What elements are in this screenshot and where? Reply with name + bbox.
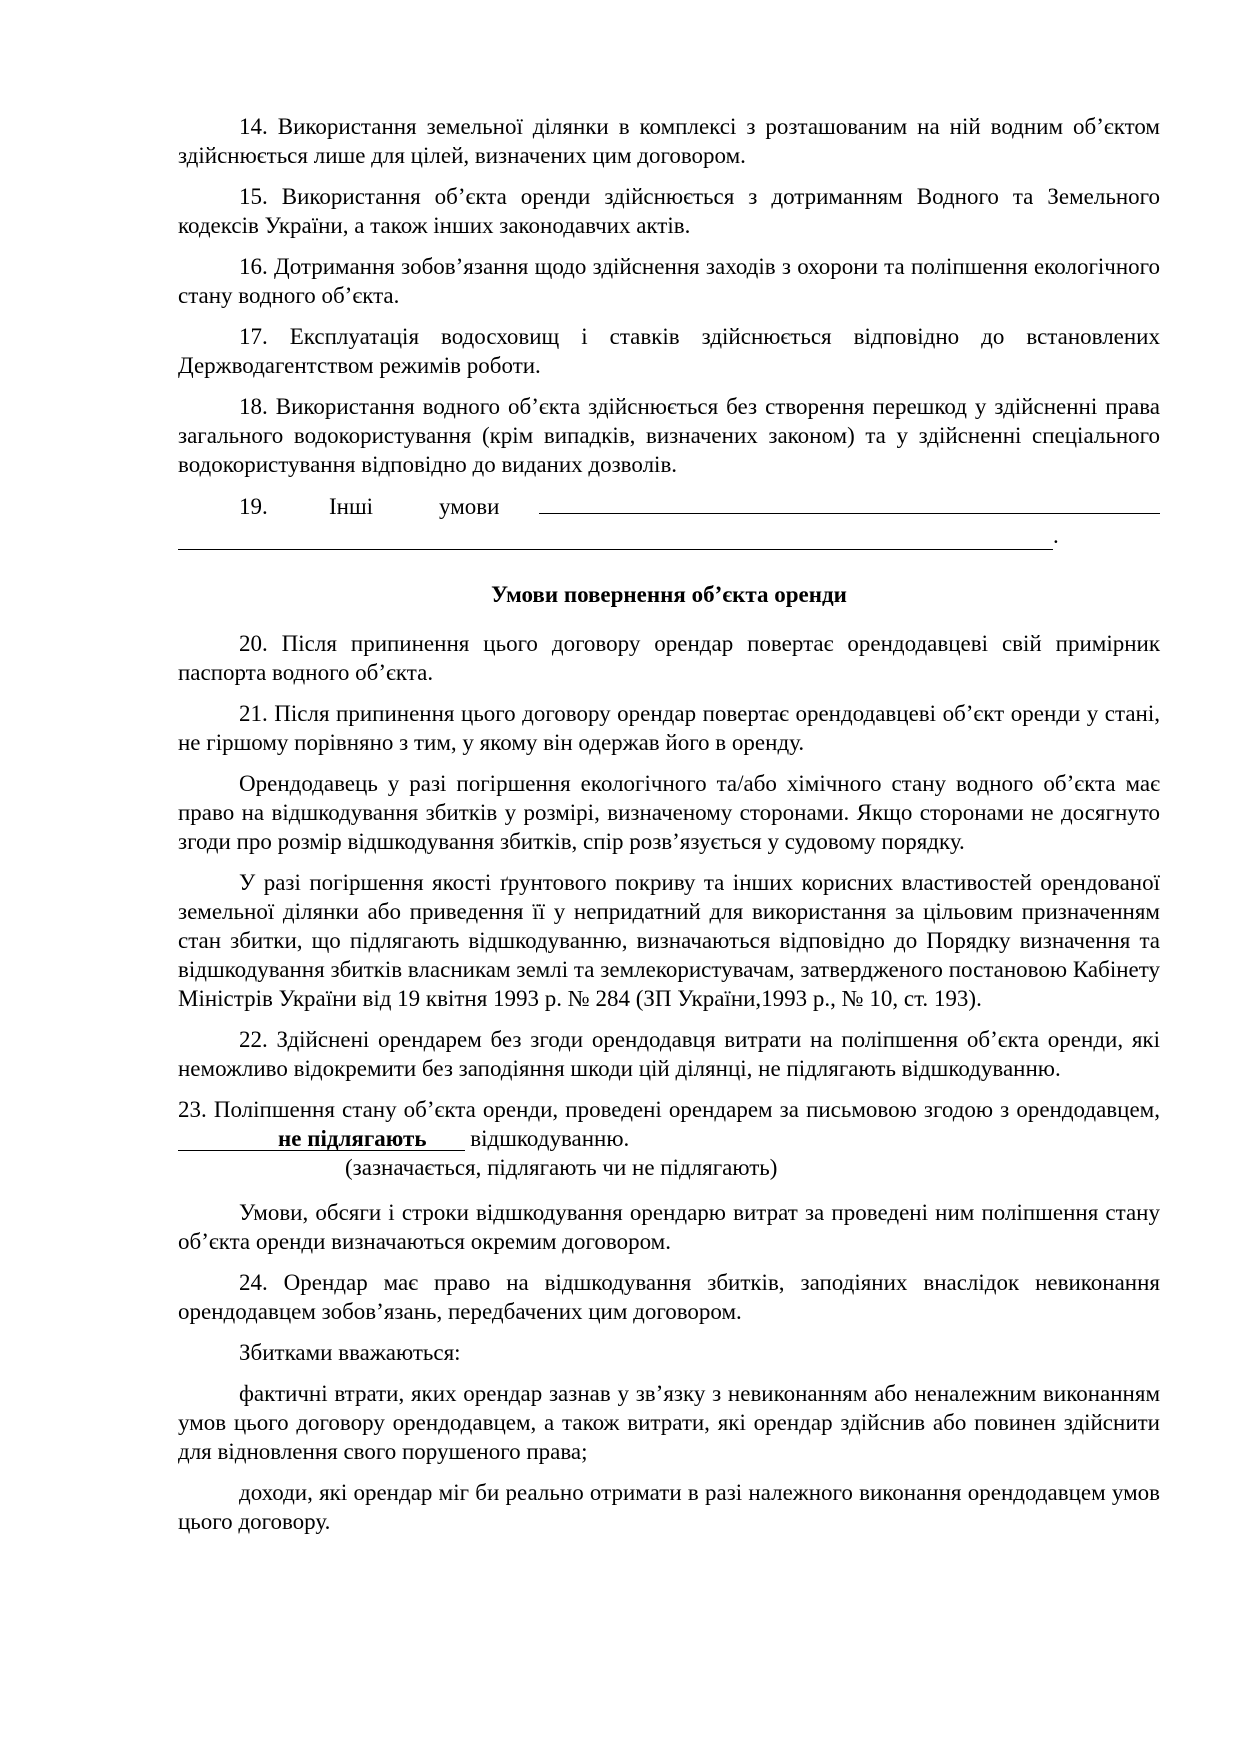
paragraph-23-text-after: відшкодуванню. xyxy=(470,1126,630,1151)
paragraph-23-answer: не підлягають xyxy=(278,1126,427,1151)
paragraph-18: 18. Використання водного об’єкта здійснюється без створення перешкод у здійсненні права загального водокористування (крім випадків, визначених законом) та у здійсненні спеціального водокористування відповідно до виданих дозволів. xyxy=(178,394,1160,477)
paragraph-14: 14. Використання земельної ділянки в комплексі з розташованим на ній водним об’єктом здійснюється лише для цілей, визначених цим договором. xyxy=(178,114,1160,168)
item-19-word-other: Інші xyxy=(329,494,374,519)
paragraph-20: 20. Після припинення цього договору орендар повертає орендодавцеві свій примірник паспорта водного об’єкта. xyxy=(178,631,1160,685)
paragraph-16: 16. Дотримання зобов’язання щодо здійснення заходів з охорони та поліпшення екологічного стану водного об’єкта. xyxy=(178,254,1160,308)
paragraph-17: 17. Експлуатація водосховищ і ставків здійснюється відповідно до встановлених Держводагентством режимів роботи. xyxy=(178,324,1160,378)
item-19-end-mark: . xyxy=(1053,523,1059,548)
paragraph-lessor-damages: Орендодавець у разі погіршення екологічного та/або хімічного стану водного об’єкта має право на відшкодування збитків у розмірі, визначеному сторонами. Якщо сторонами не досягнуто згоди про розмір відшкодування збитків, спір розв’язується у судовому порядку. xyxy=(178,771,1160,854)
item-19-continuation xyxy=(178,521,1160,550)
paragraph-21: 21. Після припинення цього договору орендар повертає орендодавцеві об’єкт оренди у стані, не гіршому порівняно з тим, у якому він одержав його в оренду. xyxy=(178,701,1160,755)
item-19-number: 19. xyxy=(239,494,268,519)
document-page xyxy=(178,112,1160,1548)
item-19-word-conditions: умови xyxy=(439,494,500,519)
paragraph-23 xyxy=(178,1095,1160,1153)
paragraph-15: 15. Використання об’єкта оренди здійснюється з дотриманням Водного та Земельного кодексів України, а також інших законодавчих актів. xyxy=(178,184,1160,238)
paragraph-lost-income: доходи, які орендар міг би реально отримати в разі належного виконання орендодавцем умов цього договору. xyxy=(178,1480,1160,1534)
paragraph-compensation-terms: Умови, обсяги і строки відшкодування орендарю витрат за проведені ним поліпшення стану об’єкта оренди визначаються окремим договором. xyxy=(178,1200,1160,1254)
paragraph-actual-losses: фактичні втрати, яких орендар зазнав у зв’язку з невиконанням або неналежним виконанням умов цього договору орендодавцем, а також витрати, які орендар здійснив або повинен здійснити для відновлення свого порушеного права; xyxy=(178,1381,1160,1464)
item-19-blank-line-2 xyxy=(178,523,1053,550)
paragraph-23-text: 23. Поліпшення стану об’єкта оренди, проведені орендарем за письмовою згодою з орендодавцем, xyxy=(178,1097,1160,1122)
item-19-line xyxy=(178,491,1160,521)
paragraph-22: 22. Здійснені орендарем без згоди орендодавця витрати на поліпшення об’єкта оренди, які неможливо відокремити без заподіяння шкоди цій ділянці, не підлягають відшкодуванню. xyxy=(178,1027,1160,1081)
paragraph-damages-definition: Збитками вважаються: xyxy=(239,1340,461,1365)
item-19-blank-line xyxy=(539,491,1160,514)
paragraph-soil-damage: У разі погіршення якості ґрунтового покриву та інших корисних властивостей орендованої земельної ділянки або приведення її у непридатний для використання за цільовим призначенням стан збитки, що підлягають відшкодуванню, визначаються відповідно до Порядку визначення та відшкодування збитків власникам землі та землекористувачам, затвердженого постановою Кабінету Міністрів України від 19 квітня 1993 р. № 284 (ЗП України,1993 р., № 10, ст. 193). xyxy=(178,870,1160,1011)
section-heading: Умови повернення об’єкта оренди xyxy=(491,582,847,607)
paragraph-23-hint: (зазначається, підлягають чи не підлягають) xyxy=(345,1155,778,1180)
paragraph-24: 24. Орендар має право на відшкодування збитків, заподіяних внаслідок невиконання орендодавцем зобов’язань, передбачених цим договором. xyxy=(178,1270,1160,1324)
paragraph-23-answer-field xyxy=(178,1128,465,1151)
